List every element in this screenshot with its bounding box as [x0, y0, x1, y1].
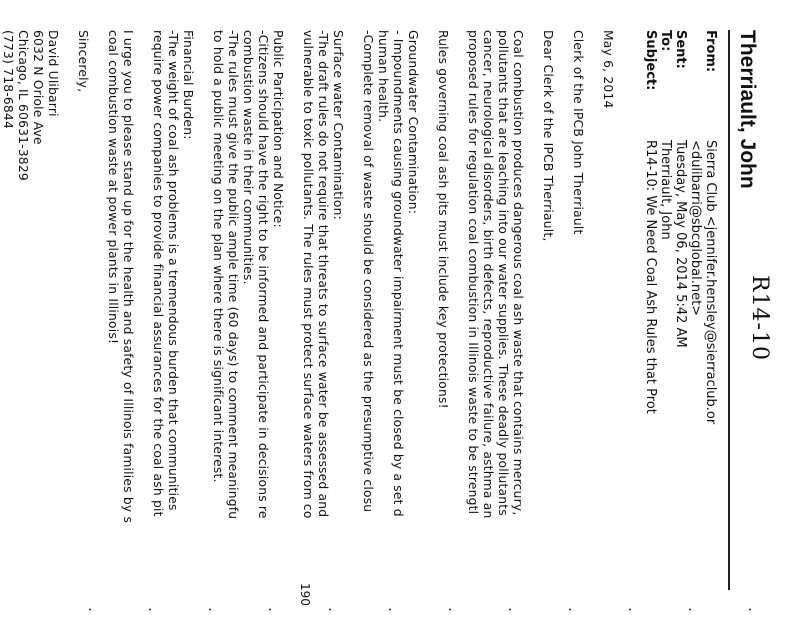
from-value-email: <dulibarri@sbcglobal.net>: [688, 140, 703, 317]
scan-edge-dots: [40, 608, 780, 611]
recipient-line: Clerk of the IPCB John Therriault: [571, 30, 585, 235]
subject-label: Subject:: [643, 30, 658, 91]
letter-date: May 6, 2014: [601, 30, 615, 109]
public-participation-line: to hold a public meeting on the plan where there is significant interest.: [211, 30, 225, 483]
signature-phone: (773) 718-6844: [1, 30, 15, 129]
from-label: From:: [703, 30, 718, 73]
surface-water-line: -The draft rules do not require that threats to surface water be assessed and: [316, 30, 330, 518]
intro-line: Coal combustion produces dangerous coal ash waste that contains mercury,: [511, 30, 525, 516]
sent-value: Tuesday, May 06, 2014 5:42 AM: [673, 140, 688, 348]
signature-address: 6032 N Oriole Ave: [31, 30, 45, 145]
closing: Sincerely,: [76, 30, 90, 93]
intro-line: pollutants that are leaching into our water supplies. These deadly pollutants: [496, 30, 510, 516]
header-rule: [728, 30, 730, 590]
surface-water-title: Surface water Contamination:: [331, 30, 345, 220]
intro-line: cancer, neurological disorders, birth defects, reproductive failure, asthma an: [481, 30, 495, 519]
signature-name: David Ulibarri: [46, 30, 60, 117]
to-label: To:: [658, 30, 673, 52]
rules-line: Rules governing coal ash pits must include key protections!: [436, 30, 450, 409]
subject-value: R14-10: We Need Coal Ash Rules that Prot: [643, 140, 658, 414]
to-value: Therriault, John: [658, 140, 673, 240]
public-participation-line: -The rules must give the public ample time (60 days) to comment meaningfu: [226, 30, 240, 520]
groundwater-line: human health.: [376, 30, 390, 123]
surface-water-line: vulnerable to toxic pollutants. The rules must protect surface waters from co: [301, 30, 315, 519]
public-participation-line: combustion waste in their communities.: [241, 30, 255, 285]
intro-line: proposed rules for regulation coal combustion in Illinois waste to be strengtl: [466, 30, 480, 515]
document-number: R14-10: [747, 275, 772, 361]
sender-name-heading: Therriault, John: [736, 30, 759, 189]
signature-city: Chicago, IL 60631-3829: [16, 30, 30, 181]
financial-burden-line: require power companies to provide financial assurances for the coal ash pit: [151, 30, 165, 517]
urge-line: I urge you to please stand up for the health and safety of Illinois families by s: [121, 30, 135, 524]
from-value: Sierra Club <jennifer.hensley@sierraclub.or: [703, 140, 718, 425]
salutation: Dear Clerk of the IPCB Therriault,: [541, 30, 555, 242]
urge-line: coal combustion waste at power plants in Illinois!: [106, 30, 120, 345]
sent-label: Sent:: [673, 30, 688, 69]
public-participation-title: Public Participation and Notice:: [271, 30, 285, 228]
public-participation-line: -Citizens should have the right to be informed and participate in decisions re: [256, 30, 270, 519]
groundwater-line: - Impoundments causing groundwater impairment must be closed by a set d: [391, 30, 405, 517]
financial-burden-title: Financial Burden:: [181, 30, 195, 140]
page-number: 190: [298, 583, 312, 606]
financial-burden-line: -The weight of coal ash problems is a tremendous burden that communities: [166, 30, 180, 511]
groundwater-line: -Complete removal of waste should be considered as the presumptive closu: [361, 30, 375, 513]
groundwater-title: Groundwater Contamination:: [406, 30, 420, 215]
